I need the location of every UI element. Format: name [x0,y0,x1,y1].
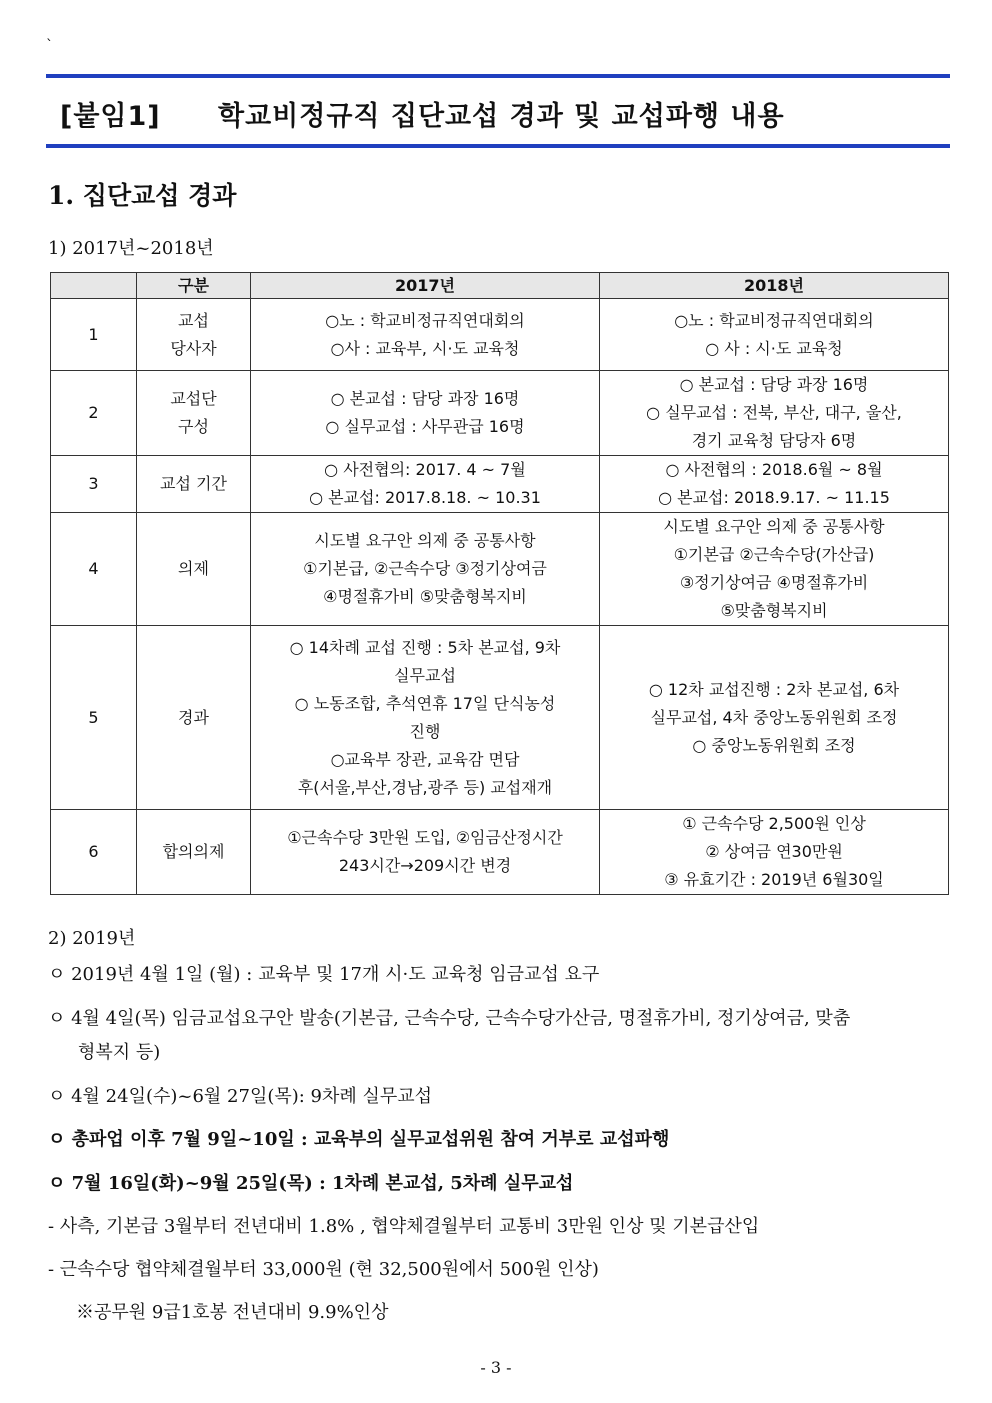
section-heading: 1. 집단교섭 경과 [48,181,237,210]
negotiation-table [50,272,949,895]
year-2018-cell [600,371,949,456]
cell-line: ○사 : 교육부, 시·도 교육청 [330,338,520,358]
cell-line: ② 상여금 연30만원 [705,842,843,861]
category-cell [137,299,251,371]
cell-line: 교섭단 [170,389,217,408]
timeline-item: 형복지 등) [78,1042,161,1063]
cell-line: ○ 14차례 교섭 진행 : 5차 본교섭, 9차 [289,637,561,657]
document-title: 학교비정규직 집단교섭 경과 및 교섭파행 내용 [218,101,785,132]
cell-line: 후(서울,부산,경남,광주 등) 교섭재개 [297,777,553,797]
page-number: - 3 - [480,1358,512,1377]
cell-line: 경과 [178,707,209,727]
cell-line: 의제 [178,559,209,578]
timeline-item: - 근속수당 협약체결월부터 33,000원 (현 32,500원에서 500원 인상) [48,1259,599,1280]
year-2018-cell [600,299,949,371]
cell-line: ○ 사전협의 : 2018.6월 ~ 8월 [665,460,883,479]
cell-line: ① 근속수당 2,500원 인상 [682,814,866,833]
timeline-item: - 사측, 기본급 3월부터 전년대비 1.8% , 협약체결월부터 교통비 3만원 인상 및 기본급산입 [48,1216,760,1237]
table-row [51,371,949,456]
cell-line: ⑤맞춤형복지비 [720,601,828,620]
cell-line: ○ 중앙노동위원회 조정 [692,735,856,755]
header-cell: 2018년 [600,273,949,299]
category-cell [137,371,251,456]
cell-line: ○ 본교섭 : 담당 과장 16명 [679,375,869,394]
year-2018-cell [600,810,949,895]
cell-line: 구성 [178,417,209,436]
table-row [51,810,949,895]
cell-line: ○ 본교섭: 2017.8.18. ~ 10.31 [309,488,541,507]
year-2018-cell [600,456,949,513]
header-cell: 2017년 [251,273,600,299]
year-2017-cell [251,626,600,810]
cell-line: ○ 실무교섭 : 사무관급 16명 [325,417,525,436]
row-number-cell: 3 [51,456,137,513]
stray-mark: ` [46,38,53,54]
timeline-item: ㅇ 4월 24일(수)~6월 27일(목): 9차례 실무교섭 [48,1086,433,1107]
cell-line: 교섭 기간 [160,474,227,493]
cell-line: 교섭 [178,310,209,330]
cell-line: 실무교섭 [394,665,456,685]
cell-line: 실무교섭, 4차 중앙노동위원회 조정 [650,707,898,727]
cell-line: ○ 노동조합, 추석연휴 17일 단식농성 [294,693,556,713]
timeline-item: ※공무원 9급1호봉 전년대비 9.9%인상 [76,1302,389,1323]
cell-line: ○ 실무교섭 : 전북, 부산, 대구, 울산, [646,403,902,422]
category-cell [137,456,251,513]
year-2017-cell [251,456,600,513]
timeline-item: ㅇ 총파업 이후 7월 9일~10일 : 교육부의 실무교섭위원 참여 거부로 교섭파행 [48,1129,670,1150]
timeline-item: ㅇ 7월 16일(화)~9월 25일(목) : 1차례 본교섭, 5차례 실무교섭 [48,1173,574,1194]
cell-line: ○ 본교섭: 2018.9.17. ~ 11.15 [658,488,890,507]
table-header-row [51,273,949,299]
header-cell [51,273,137,299]
cell-line: ○ 사 : 시·도 교육청 [705,338,843,358]
timeline-item: ㅇ 4월 4일(목) 임금교섭요구안 발송(기본급, 근속수당, 근속수당가산금, 명절휴가비, 정기상여금, 맞춤 [48,1008,851,1029]
cell-line: ○교육부 장관, 교육감 면담 [330,749,520,769]
category-cell [137,626,251,810]
cell-line: ①기본급 ②근속수당(가산급) [673,545,875,564]
cell-line: 시도별 요구안 의제 중 공통사항 [314,531,536,550]
row-number-cell: 1 [51,299,137,371]
attachment-tag: [붙임1] [60,101,161,132]
cell-line: ○노 : 학교비정규직연대회의 [674,310,874,330]
row-number-cell: 5 [51,626,137,810]
cell-line: 경기 교육청 담당자 6명 [691,431,857,450]
cell-line: ①기본급, ②근속수당 ③정기상여금 [303,559,547,578]
year-2017-cell [251,299,600,371]
row-number-cell: 2 [51,371,137,456]
table-row [51,299,949,371]
subsection-heading-2017-2018: 1) 2017년~2018년 [48,238,214,259]
year-2017-cell [251,371,600,456]
cell-line: 진행 [409,721,441,741]
header-cell: 구분 [137,273,251,299]
year-2018-cell [600,626,949,810]
cell-line: 합의의제 [162,842,225,861]
cell-line: 당사자 [170,338,217,358]
table-row [51,626,949,810]
cell-line: ○ 12차 교섭진행 : 2차 본교섭, 6차 [648,679,900,699]
row-number-cell: 4 [51,513,137,626]
subsection-heading-2019: 2) 2019년 [48,928,136,949]
cell-line: ○노 : 학교비정규직연대회의 [325,310,525,330]
title-bar [46,74,950,148]
table-row [51,513,949,626]
table-row [51,456,949,513]
year-2017-cell [251,513,600,626]
cell-line: ③정기상여금 ④명절휴가비 [679,573,869,592]
category-cell [137,513,251,626]
cell-line: ○ 사전협의: 2017. 4 ~ 7월 [324,460,526,479]
cell-line: 243시간→209시간 변경 [338,856,512,875]
cell-line: ①근속수당 3만원 도입, ②임금산정시간 [287,828,563,847]
cell-line: ③ 유효기간 : 2019년 6월30일 [664,870,884,889]
category-cell [137,810,251,895]
timeline-item: ㅇ 2019년 4월 1일 (월) : 교육부 및 17개 시·도 교육청 임금교섭 요구 [48,964,600,985]
cell-line: 시도별 요구안 의제 중 공통사항 [663,517,885,536]
year-2018-cell [600,513,949,626]
cell-line: ○ 본교섭 : 담당 과장 16명 [330,389,520,408]
row-number-cell: 6 [51,810,137,895]
year-2017-cell [251,810,600,895]
cell-line: ④명절휴가비 ⑤맞춤형복지비 [323,587,527,606]
